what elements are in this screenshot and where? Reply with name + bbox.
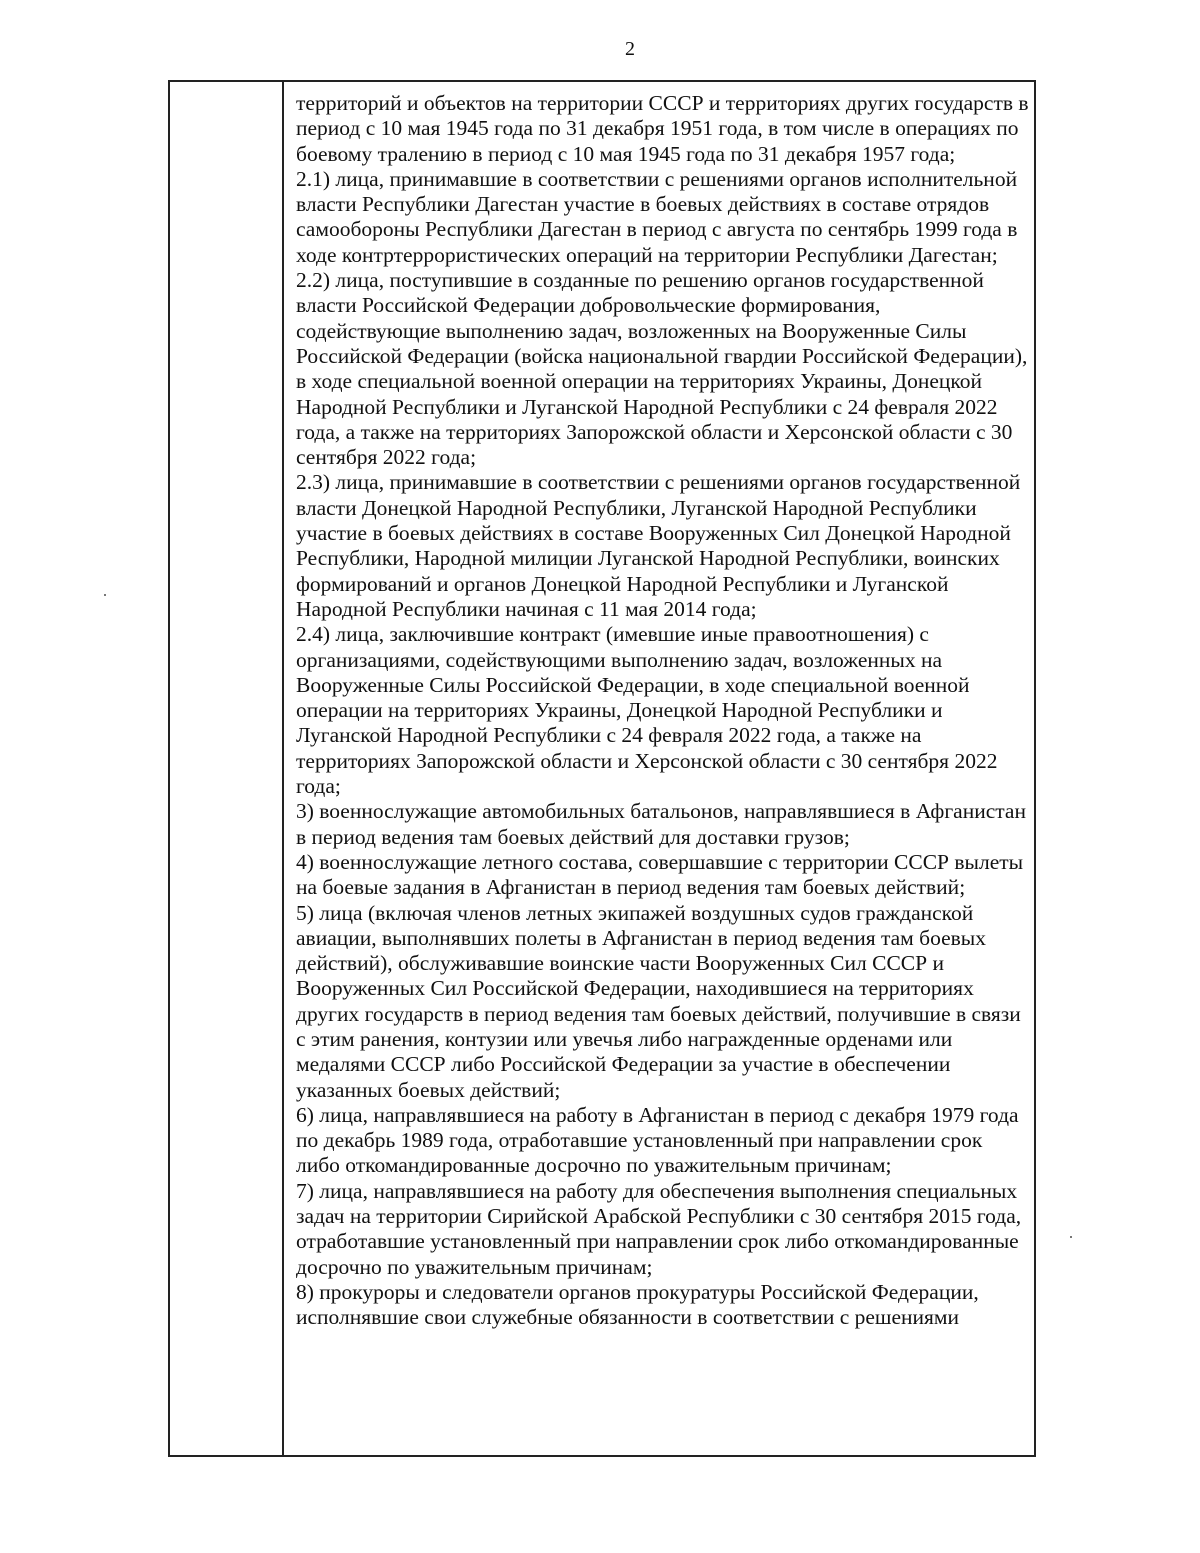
scan-speck-right	[1070, 1236, 1072, 1238]
paragraph-6: 6) лица, направлявшиеся на работу в Афганистан в период с декабря 1979 года по декабрь 1989 года, отработавшие установленный при направлении срок либо откомандированные досрочно по уважительным причинам;	[296, 1102, 1019, 1178]
paragraph-2-4: 2.4) лица, заключившие контракт (имевшие иные правоотношения) с организациями, содействующими выполнению задач, возложенных на Вооруженные Силы Российской Федерации, в ходе специальной военной операции на территориях Украины, Донецкой Народной Республики и Луганской Народной Республики с 24 февраля 2022 года, а также на территориях Запорожской области и Херсонской области с 30 сентября 2022 года;	[296, 622, 998, 799]
paragraph-3: 3) военнослужащие автомобильных батальонов, направлявшиеся в Афганистан в период ведения там боевых действий для доставки грузов;	[296, 799, 1026, 849]
paragraph-2-2: 2.2) лица, поступившие в созданные по решению органов государственной власти Российской Федерации добровольческие формирования, содействующие выполнению задач, возложенных на Вооруженные Силы Российской Федерации (войска национальной гвардии Российской Федерации), в ходе специальной военной операции на территориях Украины, Донецкой Народной Республики и Луганской Народной Республики с 24 февраля 2022 года, а также на территориях Запорожской области и Херсонской области с 30 сентября 2022 года;	[296, 268, 1028, 470]
scan-speck-left	[104, 594, 106, 596]
paragraph-7: 7) лица, направлявшиеся на работу для обеспечения выполнения специальных задач на территории Сирийской Арабской Республики с 30 сентября 2015 года, отработавшие установленный при направлении срок либо откомандированные досрочно по уважительным причинам;	[296, 1178, 1022, 1279]
paragraph-8: 8) прокуроры и следователи органов прокуратуры Российской Федерации, исполнявшие свои служебные обязанности в соответствии с решениями	[296, 1279, 979, 1330]
paragraph-continuation: территорий и объектов на территории СССР и территориях других государств в период с 10 мая 1945 года по 31 декабря 1951 года, в том числе в операциях по боевому тралению в период с 10 мая 1945 года по 31 декабря 1957 года;	[296, 91, 1029, 166]
paragraph-2-3: 2.3) лица, принимавшие в соответствии с решениями органов государственной власти Донецкой Народной Республики, Луганской Народной Республики участие в боевых действиях в составе Вооруженных Сил Донецкой Народной Республики, Народной милиции Луганской Народной Республики, воинских формирований и органов Донецкой Народной Республики и Луганской Народной Республики начиная с 11 мая 2014 года;	[296, 470, 1021, 621]
paragraph-2-1: 2.1) лица, принимавшие в соответствии с решениями органов исполнительной власти Республики Дагестан участие в боевых действиях в составе отрядов самообороны Республики Дагестан в период с августа по сентябрь 1999 года в ходе контртеррористических операций на территории Республики Дагестан;	[296, 166, 1018, 267]
table-content-cell	[284, 82, 1034, 1455]
paragraph-5: 5) лица (включая членов летных экипажей воздушных судов гражданской авиации, выполнявших полеты в Афганистан в период ведения там боевых действий), обслуживавшие воинские части Вооруженных Сил СССР и Вооруженных Сил Российской Федерации, находившиеся на территориях других государств в период ведения там боевых действий, получившие в связи с этим ранения, контузии или увечья либо награжденные орденами или медалями СССР либо Российской Федерации за участие в обеспечении указанных боевых действий;	[296, 900, 1021, 1102]
page-number: 2	[625, 38, 635, 60]
table-left-cell	[170, 82, 284, 1455]
document-table	[168, 80, 1036, 1457]
paragraph-4: 4) военнослужащие летного состава, совершавшие с территории СССР вылеты на боевые задания в Афганистан в период ведения там боевых действий;	[296, 849, 1024, 900]
